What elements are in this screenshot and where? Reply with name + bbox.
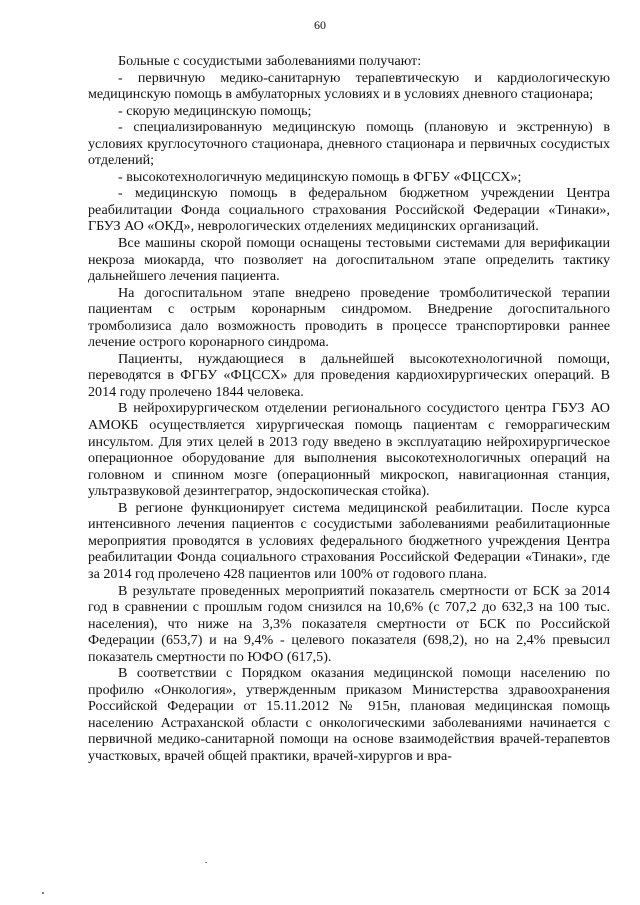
scan-speck xyxy=(42,892,44,894)
scan-speck xyxy=(205,862,207,863)
paragraph-thrombolysis: На догоспитальном этапе внедрено проведение тромболитической терапии пациентам с острым коронарным синдромом. Внедрение догоспитального тромболизиса дало возможность проводить в процессе транспортировки раннее лечение острого коронарного синдрома. xyxy=(88,284,610,351)
paragraph-rehabilitation: В регионе функционирует система медицинской реабилитации. После курса интенсивного лечения пациентов с сосудистыми заболеваниями реабилитационные мероприятия проводятся в условиях федерального бюджетного учреждения Центра реабилитации Фонда социального страхования Российской Федерации «Тинаки», где за 2014 год пролечено 428 пациентов или 100% от годового плана. xyxy=(88,499,610,582)
list-item-specialized-care: - специализированную медицинскую помощь (плановую и экстренную) в условиях круглосуточного стационара, дневного стационара и первичных сосудистых отделений; xyxy=(88,119,610,169)
paragraph-cardiac-surgery: Пациенты, нуждающиеся в дальнейшей высокотехнологичной помощи, переводятся в ФГБУ «ФЦССХ» для проведения кардиохирургических операций. В 2014 году пролечено 1844 человека. xyxy=(88,350,610,400)
paragraph-mortality: В результате проведенных мероприятий показатель смертности от БСК за 2014 год в сравнении с прошлым годом снизился на 10,6% (с 707,2 до 632,3 на 100 тыс. населения), что ниже на 3,3% показателя смертности от БСК по Российской Федерации (653,7) и на 9,4% - целевого показателя (698,2), но на 2,4% превысил показатель смертности по ЮФО (617,5). xyxy=(88,582,610,665)
paragraph-intro: Больные с сосудистыми заболеваниями получают: xyxy=(118,53,422,69)
paragraph-neurosurgery: В нейрохирургическом отделении регионального сосудистого центра ГБУЗ АО АМОКБ осуществляется хирургическая помощь пациентам с геморрагическим инсультом. Для этих целей в 2013 году введено в эксплуатацию нейрохирургическое операционное оборудование для выполнения высокотехнологичных операций на головном и спинном мозге (операционный микроскоп, навигационная станция, ультразвуковой дезинтегратор, эндоскопическая стойка). xyxy=(88,400,610,500)
page-number: 60 xyxy=(314,18,326,32)
list-item-high-tech-care: - высокотехнологичную медицинскую помощь в ФГБУ «ФЦССХ»; xyxy=(118,168,522,185)
paragraph-ambulance: Все машины скорой помощи оснащены тестовыми системами для верификации некроза миокарда, что позволяет на догоспитальном этапе определить тактику дальнейшего лечения пациента. xyxy=(88,235,610,285)
list-item-rehabilitation-care: - медицинскую помощь в федеральном бюджетном учреждении Центра реабилитации Фонда социального страхования Российской Федерации «Тинаки», ГБУЗ АО «ОКД», неврологических отделениях медицинских организаций. xyxy=(88,185,610,235)
list-item-emergency-care: - скорую медицинскую помощь; xyxy=(118,102,312,119)
list-item-primary-care: - первичную медико-санитарную терапевтическую и кардиологическую медицинскую помощь в амбулаторных условиях и в условиях дневного стационара; xyxy=(88,69,610,103)
paragraph-oncology: В соответствии с Порядком оказания медицинской помощи населению по профилю «Онкология», утвержденным приказом Министерства здравоохранения Российской Федерации от 15.11.2012 № 915н, плановая медицинская помощь населению Астраханской области с онкологическими заболеваниями начинается с первичной медико-санитарной помощи на основе взаимодействия врачей-терапевтов участковых, врачей общей практики, врачей-хирургов и вра- xyxy=(88,665,610,764)
document-body xyxy=(88,53,610,765)
